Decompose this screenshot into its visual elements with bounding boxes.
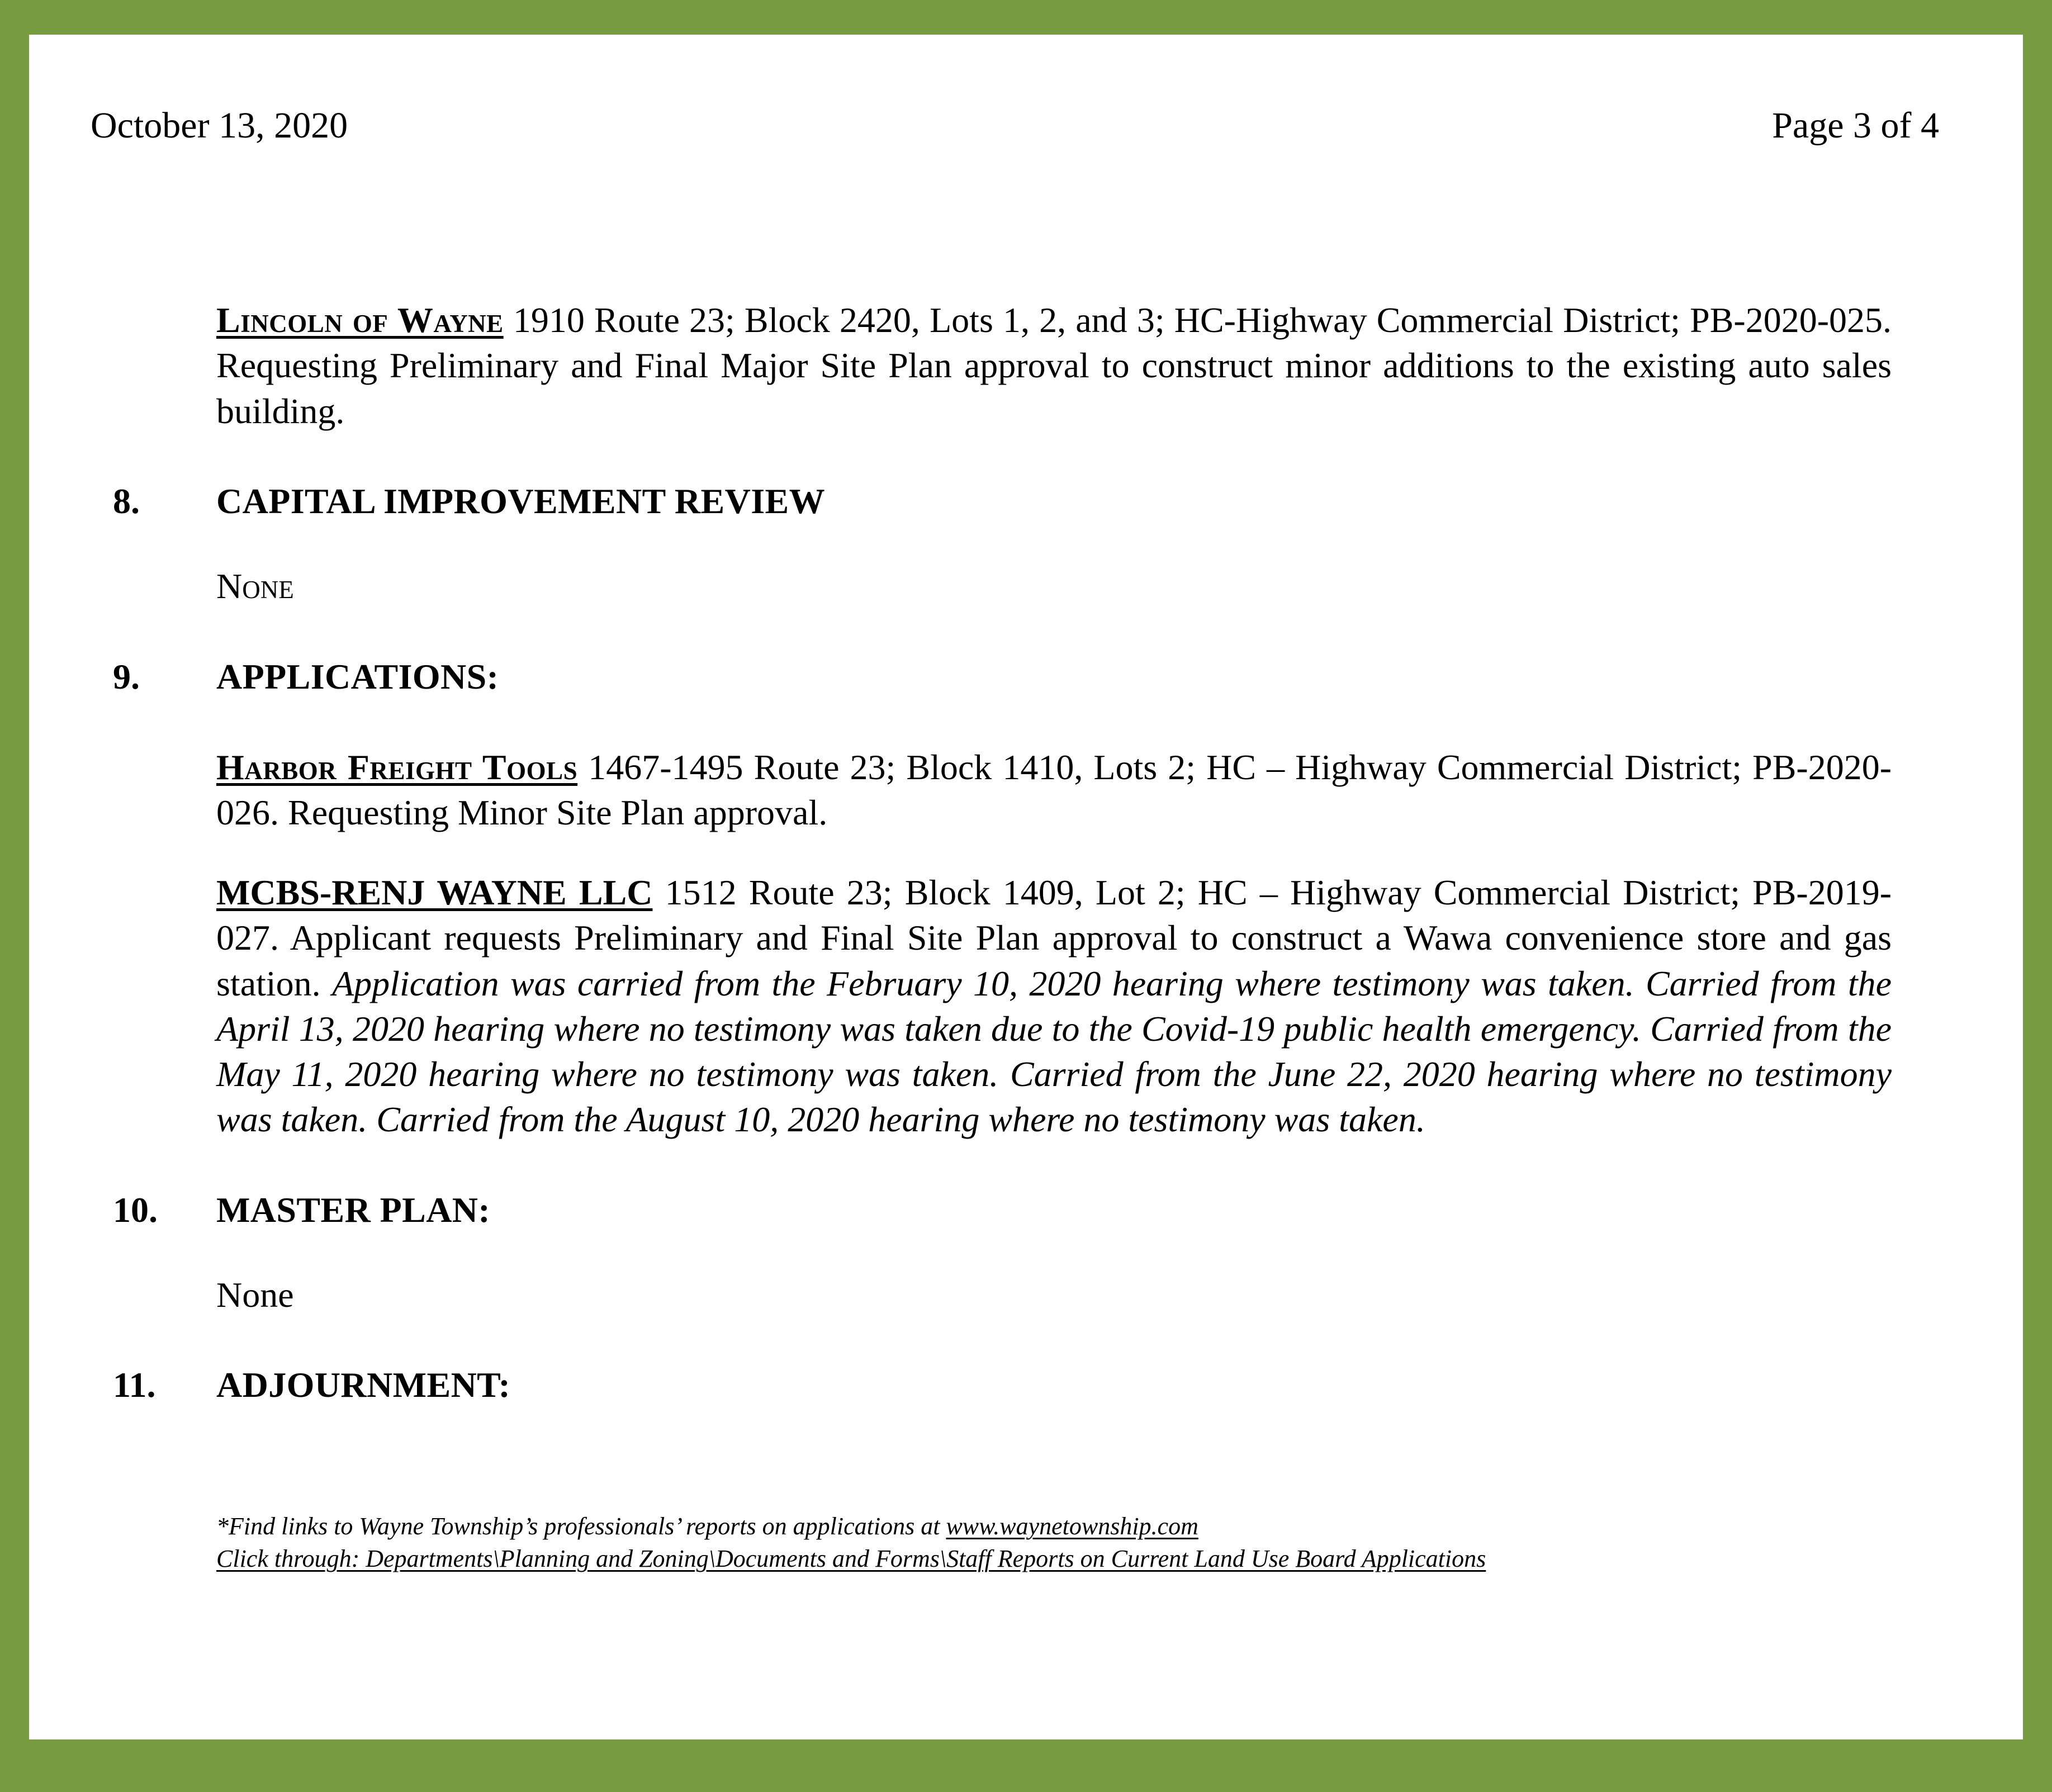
agenda-item-10-number: 10. (113, 1189, 158, 1230)
footnote-line-1 (216, 1510, 1961, 1543)
entry-lincoln-body: 1910 Route 23; Block 2420, Lots 1, 2, and 3; HC-Highway Commercial District; PB-2020-025. Requesting Preliminary and Final Major Site Plan approval to construct minor additions to the existing auto sales building. (216, 300, 1892, 431)
footnote-line-1-text: *Find links to Wayne Township’s professionals’ reports on applications at (216, 1513, 946, 1540)
entry-lincoln-of-wayne (216, 297, 1961, 434)
agenda-item-8 (91, 478, 1961, 524)
agenda-item-8-number: 8. (113, 481, 140, 521)
spacer (91, 524, 1961, 563)
spacer (91, 1142, 1961, 1187)
entry-harbor-freight-body: 1467-1495 Route 23; Block 1410, Lots 2; HC – Highway Commercial District; PB-2020-026. Requesting Minor Site Plan approval. (216, 747, 1892, 832)
spacer (91, 1317, 1961, 1362)
spacer (91, 1233, 1961, 1272)
footnote-block (29, 1510, 2023, 1575)
spacer (91, 700, 1961, 745)
agenda-item-10-content: None (216, 1274, 294, 1315)
header-page-number: Page 3 of 4 (1772, 105, 1939, 146)
document-page (29, 35, 2023, 1739)
agenda-item-8-content: None (216, 566, 294, 606)
agenda-item-9-heading: APPLICATIONS: (216, 656, 499, 696)
header-date: October 13, 2020 (91, 105, 348, 146)
agenda-item-8-heading: CAPITAL IMPROVEMENT REVIEW (216, 481, 826, 521)
waynetownship-link[interactable]: www.waynetownship.com (946, 1513, 1198, 1540)
entry-mcbs-renj-title: MCBS-RENJ WAYNE LLC (216, 873, 653, 913)
spacer (91, 434, 1961, 478)
entry-harbor-freight-tools (216, 745, 1961, 836)
agenda-item-11-number: 11. (113, 1365, 156, 1405)
footnote-line-2[interactable]: Click through: Departments\Planning and Zoning\Documents and Forms\Staff Reports on Current Land Use Board Applications (216, 1545, 1486, 1573)
spacer (91, 609, 1961, 654)
agenda-item-11-heading: ADJOURNMENT: (216, 1365, 511, 1405)
agenda-item-11 (91, 1362, 1961, 1408)
agenda-item-10-heading: MASTER PLAN: (216, 1189, 491, 1230)
entry-harbor-freight-title: Harbor Freight Tools (216, 747, 578, 787)
agenda-item-10 (91, 1187, 1961, 1233)
spacer (91, 835, 1961, 870)
entry-mcbs-renj-wayne-llc (216, 870, 1961, 1142)
agenda-item-9 (91, 654, 1961, 700)
page-header (29, 35, 2023, 180)
entry-mcbs-renj-body-plain: 1512 Route 23; Block 1409, Lot 2; HC – Highway Commercial District; PB-2019-027. Applicant requests Preliminary and Final Site Plan approval to construct a Wawa convenience store and gas station. (216, 873, 1892, 1003)
entry-lincoln-title: Lincoln of Wayne (216, 300, 504, 340)
document-body (29, 297, 2023, 1408)
agenda-item-9-number: 9. (113, 656, 140, 696)
entry-mcbs-renj-body-italic: Application was carried from the February 10, 2020 hearing where testimony was taken. Carried from the April 13, 2020 hearing where no testimony was taken due to the Covid-19 public health emergency. Carried from the May 11, 2020 hearing where no testimony was taken. Carried from the June 22, 2020 hearing where no testimony was taken. Carried from the August 10, 2020 hearing where no testimony was taken. (216, 963, 1892, 1140)
